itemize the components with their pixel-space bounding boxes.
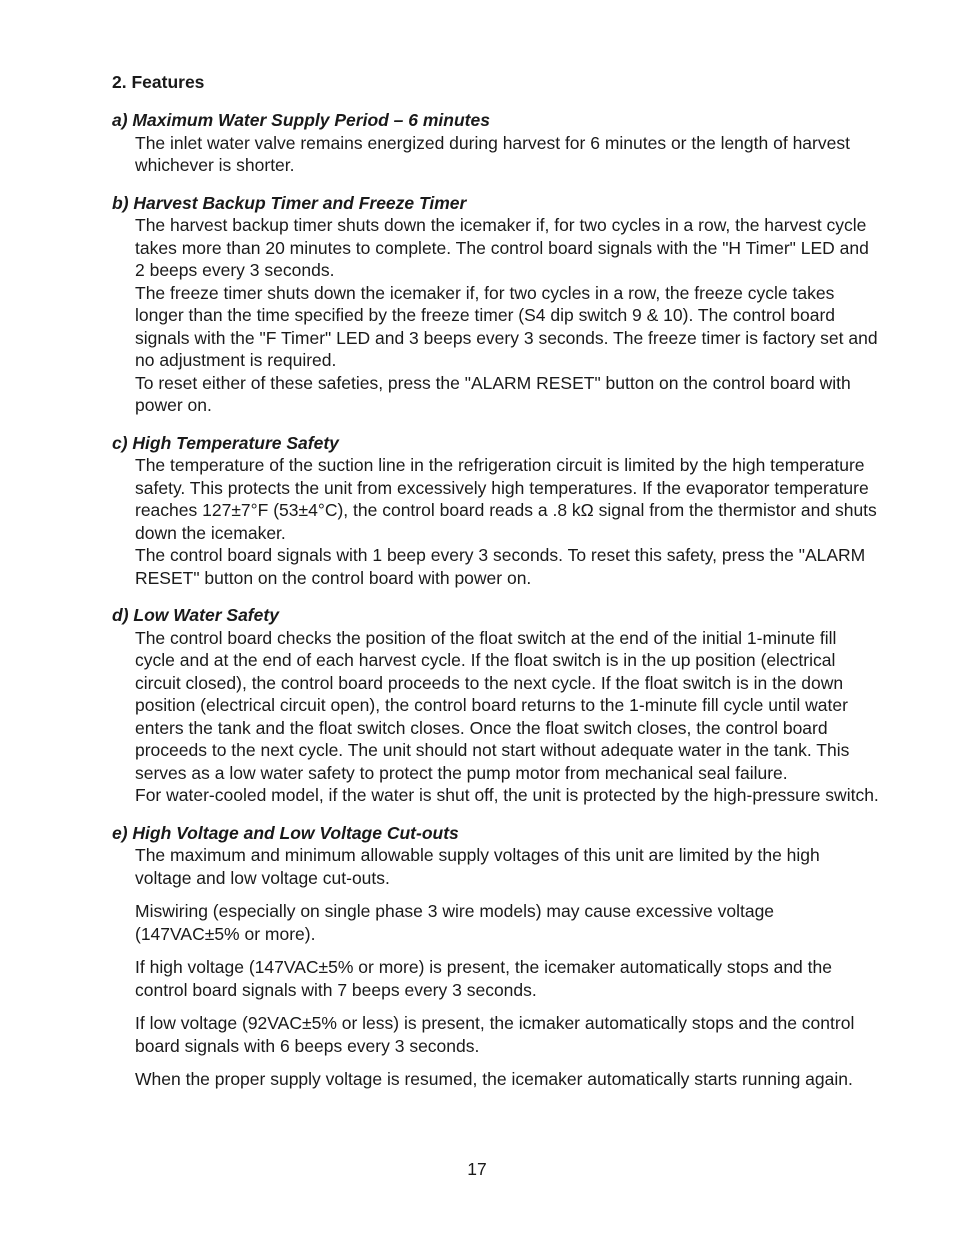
section-harvest-backup-timer [112,192,882,417]
features-heading: 2. Features [112,72,205,92]
section-paragraph: The temperature of the suction line in the refrigeration circuit is limited by the high temperature safety. This protects the unit from excessively high temperatures. If the evaporator temperature reaches 127±7°F (53±4°C), the control board reads a .8 kΩ signal from the thermistor and shuts down the icemaker. [135,455,877,543]
section-low-water-safety [112,604,882,807]
section-title: d) Low Water Safety [112,605,279,625]
section-title: c) High Temperature Safety [112,432,339,453]
section-paragraph: The maximum and minimum allowable supply voltages of this unit are limited by the high voltage and low voltage cut-outs. [135,845,820,888]
section-paragraph: The inlet water valve remains energized during harvest for 6 minutes or the length of harvest whichever is shorter. [135,132,850,175]
section-paragraph: When the proper supply voltage is resumed, the icemaker automatically starts running again. [135,1069,853,1089]
section-paragraph: For water-cooled model, if the water is shut off, the unit is protected by the high-pressure switch. [135,785,879,805]
section-paragraph: The freeze timer shuts down the icemaker if, for two cycles in a row, the freeze cycle takes longer than the time specified by the freeze timer (S4 dip switch 9 & 10). The control board signals with the "F Timer" LED and 3 beeps every 3 seconds. The freeze timer is factory set and no adjustment is required. [135,282,878,370]
section-paragraph: Miswiring (especially on single phase 3 wire models) may cause excessive voltage (147VAC±5% or more). [135,901,775,944]
document-page [112,71,882,1091]
section-paragraph: The control board signals with 1 beep every 3 seconds. To reset this safety, press the "ALARM RESET" button on the control board with power on. [135,545,866,588]
section-paragraph: The control board checks the position of the float switch at the end of the initial 1-minute fill cycle and at the end of each harvest cycle. If the float switch is in the up position (electrical circuit closed), the control board proceeds to the next cycle. If the float switch is in the down position (electrical circuit open), the control board returns to the 1-minute fill cycle until water enters the tank and the float switch closes. Once the float switch closes, the control board proceeds to the next cycle. The unit should not start without adequate water in the tank. This serves as a low water safety to protect the pump motor from mechanical seal failure. [135,627,850,783]
section-voltage-cutouts [112,822,882,1091]
section-paragraph: If high voltage (147VAC±5% or more) is present, the icemaker automatically stops and the control board signals with 7 beeps every 3 seconds. [135,957,832,1000]
section-paragraph: The harvest backup timer shuts down the icemaker if, for two cycles in a row, the harvest cycle takes more than 20 minutes to complete. The control board signals with the "H Timer" LED and 2 beeps every 3 seconds. [135,215,869,280]
section-title: e) High Voltage and Low Voltage Cut-outs [112,822,459,843]
section-max-water-supply [112,109,882,177]
section-paragraph: To reset either of these safeties, press the "ALARM RESET" button on the control board with power on. [135,372,851,415]
section-high-temperature-safety [112,432,882,590]
section-title: a) Maximum Water Supply Period – 6 minutes [112,110,490,130]
section-title: b) Harvest Backup Timer and Freeze Timer [112,192,467,213]
page-number: 17 [467,1159,487,1179]
section-paragraph: If low voltage (92VAC±5% or less) is present, the icmaker automatically stops and the control board signals with 6 beeps every 3 seconds. [135,1013,855,1056]
